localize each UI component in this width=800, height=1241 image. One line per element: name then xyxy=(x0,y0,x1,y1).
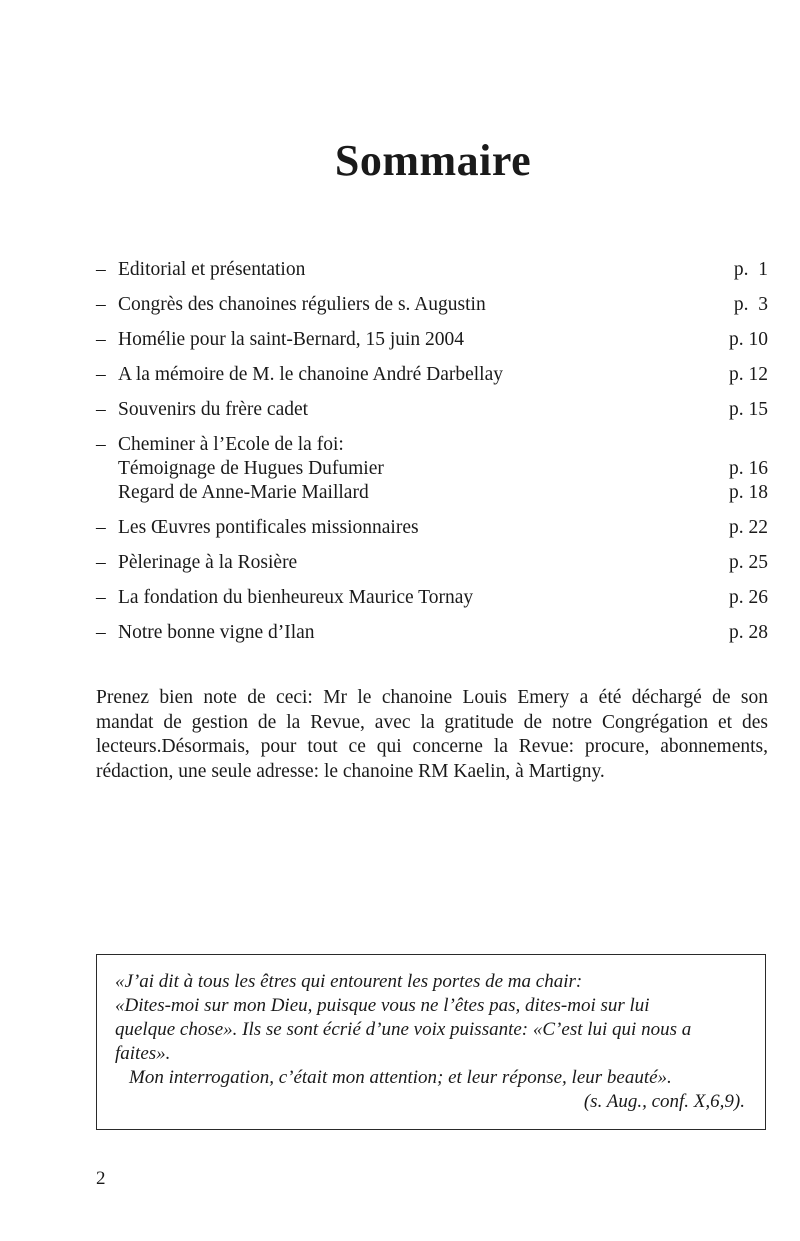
toc-entry-page: p. 22 xyxy=(729,517,768,538)
quote-reference: (s. Aug., conf. X,6,9). xyxy=(583,1091,745,1112)
toc-dash: – xyxy=(96,294,106,315)
toc-entry-title: Souvenirs du frère cadet xyxy=(118,399,309,420)
toc-entry-title: Les Œuvres pontificales missionnaires xyxy=(118,517,419,538)
notice-line: lecteurs.Désormais, pour tout ce qui concerne la Revue: procure, abonnements, xyxy=(96,736,768,757)
toc-entry xyxy=(96,363,768,387)
toc-entry-page: p. 3 xyxy=(733,294,768,315)
toc-entry xyxy=(96,516,768,540)
toc-entry xyxy=(96,258,768,282)
table-of-contents xyxy=(96,258,768,645)
toc-dash: – xyxy=(96,399,106,420)
toc-entry-title: Editorial et présentation xyxy=(118,259,306,280)
toc-entry xyxy=(96,621,768,645)
toc-subentry-title: Regard de Anne-Marie Maillard xyxy=(118,482,369,503)
toc-subentry-title: Témoignage de Hugues Dufumier xyxy=(118,458,384,479)
toc-entry-page: p. 28 xyxy=(729,622,768,643)
notice-line: mandat de gestion de la Revue, avec la gratitude de notre Congrégation et des xyxy=(96,711,768,733)
notice-line: rédaction, une seule adresse: le chanoine RM Kaelin, à Martigny. xyxy=(96,760,605,782)
page-number: 2 xyxy=(96,1168,106,1189)
quote-line: quelque chose». Ils se sont écrié d’une voix puissante: «C’est lui qui nous a xyxy=(115,1019,692,1040)
toc-entry xyxy=(96,293,768,317)
toc-dash: – xyxy=(96,552,106,573)
page-title: Sommaire xyxy=(334,136,532,186)
toc-entry-group xyxy=(96,433,768,505)
quote-line: faites». xyxy=(115,1043,171,1064)
toc-entry xyxy=(96,551,768,575)
toc-entry-page: p. 26 xyxy=(729,587,768,608)
quote-line: «Dites-moi sur mon Dieu, puisque vous ne l’êtes pas, dites-moi sur lui xyxy=(115,995,650,1016)
toc-subentry-page: p. 16 xyxy=(729,458,768,479)
toc-dash: – xyxy=(96,434,106,455)
toc-dash: – xyxy=(96,329,106,350)
quote-box xyxy=(96,954,766,1130)
toc-dash: – xyxy=(96,517,106,538)
toc-entry-title: Pèlerinage à la Rosière xyxy=(118,552,298,573)
toc-dash: – xyxy=(96,587,106,608)
toc-dash: – xyxy=(96,364,106,385)
notice-line: Prenez bien note de ceci: Mr le chanoine Louis Emery a été déchargé de son xyxy=(96,687,768,708)
quote-line: Mon interrogation, c’était mon attention; et leur réponse, leur beauté». xyxy=(129,1067,672,1088)
toc-dash: – xyxy=(96,622,106,643)
toc-entry-title: Congrès des chanoines réguliers de s. Augustin xyxy=(118,294,486,315)
toc-dash: – xyxy=(96,259,106,280)
toc-entry-title: Homélie pour la saint-Bernard, 15 juin 2004 xyxy=(118,329,465,350)
toc-entry-page: p. 12 xyxy=(729,364,768,385)
toc-entry-page: p. 10 xyxy=(729,329,768,350)
toc-entry-title: Notre bonne vigne d’Ilan xyxy=(118,622,315,643)
toc-entry-title: Cheminer à l’Ecole de la foi: xyxy=(118,434,344,455)
toc-entry-page: p. 15 xyxy=(729,399,768,420)
toc-entry-page: p. 1 xyxy=(733,259,768,280)
quote-line: «J’ai dit à tous les êtres qui entourent les portes de ma chair: xyxy=(115,971,583,992)
toc-entry-page: p. 25 xyxy=(729,552,768,573)
toc-entry xyxy=(96,328,768,352)
quote-text xyxy=(115,970,755,1114)
notice-paragraph xyxy=(96,686,768,784)
toc-entry-title: A la mémoire de M. le chanoine André Darbellay xyxy=(118,364,503,385)
toc-entry xyxy=(96,398,768,422)
toc-subentry-page: p. 18 xyxy=(729,482,768,503)
toc-entry-title: La fondation du bienheureux Maurice Tornay xyxy=(118,587,474,608)
toc-entry xyxy=(96,586,768,610)
